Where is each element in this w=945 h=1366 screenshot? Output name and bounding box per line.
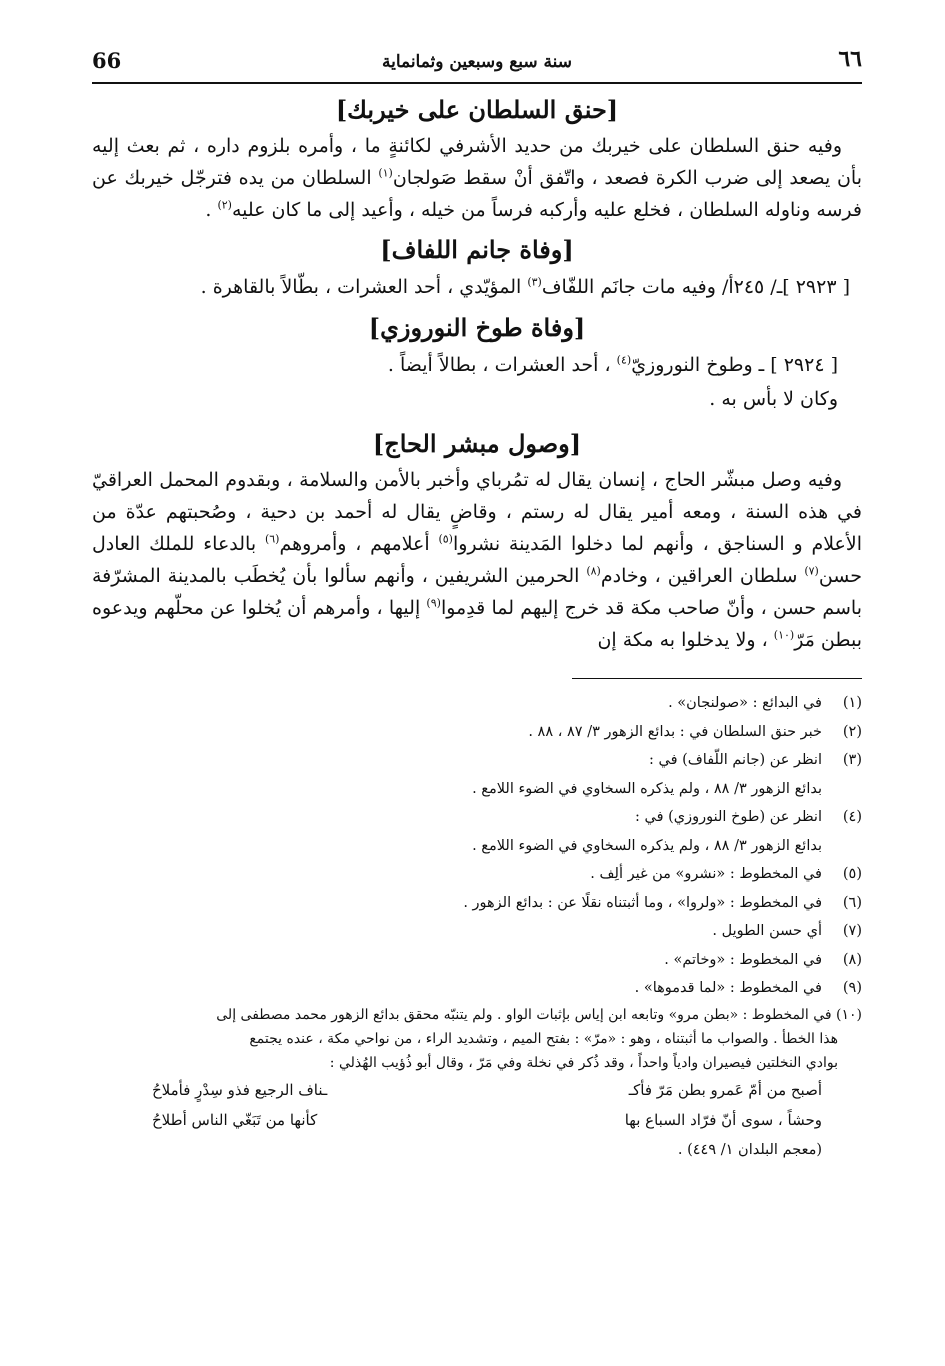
footnote-ref[interactable]: (٧) [804, 564, 819, 578]
footnote-ref[interactable]: (٦) [264, 532, 280, 546]
footnote-divider [572, 678, 862, 679]
section-paragraph: وفيه وصل مبشّر الحاج ، إنسان يقال له تمُرباي وأخبر بالأمن والسلامة ، وبقدوم المحمل العراقيّ في هذه السنة ، ومعه أمير يقال له رستم ، وقاضٍ يقال له أحمد بن دحية ، وصُحبتهم عدّة من الأعلام و السناجق ، وأنهم لما دخلوا المَدينة نشروا$^{(٥)}$ أعلامهم ، وأمروهم$^{(٦)}$ بالدعاء للملك العادل حسن$^{(٧)}$ سلطان العراقين ، وخادم$^{(٨)}$ الحرمين الشريفين ، وأنهم سألوا بأن يُخطَب بالمدينة المشرّفة باسم حسن ، وأنّ صاحب مكة قد خرج إليهم لما قدِموا$^{(٩)}$ إليها ، وأمرهم أن يُخلوا عن محلّهم ويدعوه ببطن مَرّ$^{(١٠)}$ ، ولا يدخلوا به مكة إن [92, 469, 862, 651]
biography-entry: [ ٢٩٢٤ ] ـ وطوخ النوروزيّ$^{(٤)}$ ، أحد العشرات ، بطالاً أيضاً . [387, 353, 838, 376]
biography-entry: [ ٢٩٢٣ ]ـ/ ٢٤٥أ/ وفيه مات جانَم اللفّاف$^{(٣)}$ المؤيّدي ، أحد العشرات ، بطّالاً بالقاهرة . [200, 275, 850, 298]
footnote: (٥) في المخطوط : «نشرو» من غير ألِف . [590, 866, 862, 882]
footnote-ref[interactable]: (٣) [527, 275, 542, 289]
section-title: [وصول مبشر الحاج] [372, 429, 582, 458]
footnote-ref[interactable]: (١٠) [773, 628, 795, 642]
footnote: (٤) انظر عن (طوخ النوروزي) في : [635, 809, 862, 825]
citation-source: (معجم البلدان ١/ ٤٤٩) . [677, 1141, 822, 1158]
verse-second-hemistich: كأنها من تَبَغّي الناس أطلاحُ [152, 1110, 318, 1129]
page-number-latin: 66 [92, 48, 122, 73]
page-header [92, 42, 862, 84]
section-title: [وفاة طوخ النوروزي] [368, 313, 586, 342]
verse-first-hemistich: أصبح من أمّ عَمرو بطن مَرّ فأكـ [628, 1080, 822, 1099]
footnote: (٨) في المخطوط : «وخاتم» . [664, 951, 862, 968]
footnote-ref[interactable]: (٢) [217, 198, 232, 212]
footnote: (٣) انظر عن (جانم اللّفاف) في : [648, 752, 862, 768]
footnote: (٢) خبر حنق السلطان في : بدائع الزهور ٣/ ٨٧ ، ٨٨ . [528, 723, 862, 740]
footnote: (٦) في المخطوط : «ولروا» ، وما أثبتناه نقلًا عن : بدائع الزهور . [463, 894, 862, 911]
section-title: [حنق السلطان على خيربك] [335, 95, 619, 124]
footnote-continuation: هذا الخطأ . والصواب ما أثبتناه ، وهو : «مرّ» : بفتح الميم ، وتشديد الراء ، من نواحي مكة ، عنده يجتمع [249, 1030, 838, 1047]
footnote: (٩) في المخطوط : «لما قدموها» . [634, 980, 862, 996]
poem-verse [92, 1075, 862, 1105]
footnote: (٧) أي حسن الطويل . [712, 923, 862, 939]
entry-remark: وكان لا بأس به . [709, 388, 838, 410]
section-title: [وفاة جانم اللفاف] [380, 235, 574, 264]
footnote-continuation: بدائع الزهور ٣/ ٨٨ ، ولم يذكره السخاوي في الضوء اللامع . [472, 837, 822, 854]
footnote-ref[interactable]: (٩) [426, 596, 441, 610]
page-number-arabic: ٦٦ [838, 46, 862, 72]
footnote-ref[interactable]: (١) [378, 166, 393, 180]
footnotes [92, 689, 862, 1165]
footnote-continuation: بدائع الزهور ٣/ ٨٨ ، ولم يذكره السخاوي في الضوء اللامع . [472, 780, 822, 797]
footnote-ref[interactable]: (٨) [586, 564, 601, 578]
verse-first-hemistich: وحشاً ، سوى أنّ فرّاد السباع بها [624, 1110, 822, 1129]
section-paragraph: وفيه حنق السلطان على خيربك من حديد الأشرفي لكائنةٍ ما ، وأمره بلزوم داره ، ثم بعث إليه بأن يصعد إلى ضرب الكرة فصعد ، واتّفق أنْ سقط صَولجان$^{(١)}$ السلطان من يده فترجّل خيربك عن فرسه وناوله السلطان ، فخلع عليه وأركبه فرساً من خيله ، وأعيد إلى ما كان عليه$^{(٢)}$ . [92, 135, 862, 221]
running-title: سنة سبع وسبعين وثمانماية [381, 52, 573, 72]
verse-second-hemistich: ـناف الرجيع فذو سِدْرٍ فأملاحُ [152, 1080, 328, 1099]
poem-verse [92, 1105, 862, 1135]
footnote-ref[interactable]: (٥) [438, 532, 453, 546]
footnote: (١٠) في المخطوط : «بطن مرو» وتابعه ابن إياس بإثبات الواو . ولم يتنبّه محقق بدائع الزهور محمد مصطفى إلى [216, 1006, 862, 1023]
book-page [92, 42, 862, 1165]
footnote: (١) في البدائع : «صولنجان» . [668, 695, 862, 711]
footnote-ref[interactable]: (٤) [616, 353, 632, 367]
footnote-continuation: بوادي النخلتين فيصيران وادياً واحداً ، وقد ذُكر في نخلة وفي مَرّ ، وقال أبو ذُؤيب الهُذلي : [329, 1054, 838, 1071]
